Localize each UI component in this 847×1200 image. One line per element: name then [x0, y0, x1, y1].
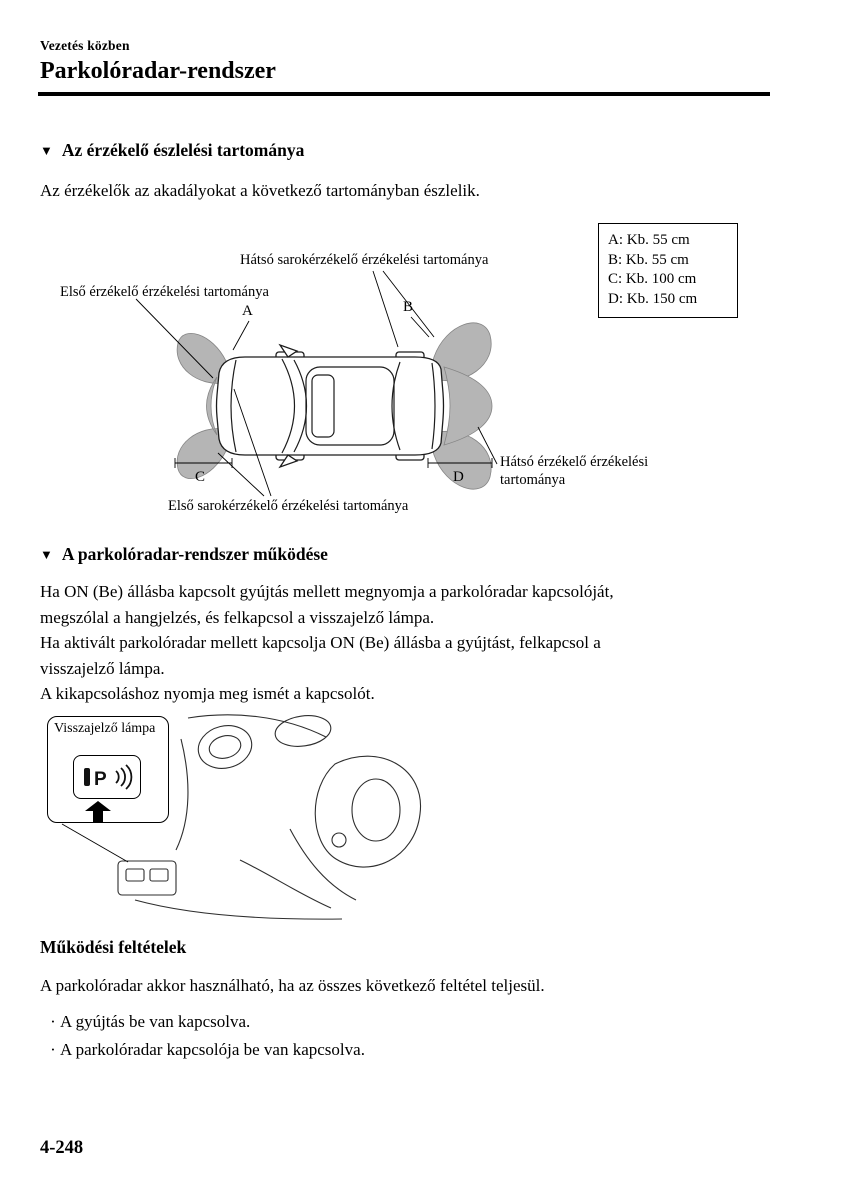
paragraph-line: megszólal a hangjelzés, és felkapcsol a visszajelző lámpa.: [40, 607, 435, 627]
section-operation: [40, 544, 807, 1064]
label-front-zone: Első érzékelő érzékelési tartománya: [60, 284, 269, 300]
up-arrow-icon: [84, 801, 112, 822]
section2-heading-text: A parkolóradar-rendszer működése: [61, 544, 328, 564]
legend-line-b: B: Kb. 55 cm: [608, 251, 689, 268]
indicator-callout-box: [47, 716, 169, 823]
lower-dash-curve-2: [240, 860, 331, 908]
callout-title: Visszajelző lámpa: [54, 720, 156, 736]
condition-item: [40, 1036, 807, 1064]
parking-sensor-switch: [126, 869, 144, 881]
page-header: [40, 38, 807, 96]
dim-letter-d: D: [453, 469, 464, 485]
ignition-knob: [332, 833, 346, 847]
condition-text: A gyújtás be van kapcsolva.: [60, 1012, 251, 1031]
operation-paragraphs: [40, 579, 807, 707]
sensor-range-diagram: [40, 217, 802, 529]
indicator-bezel: [73, 755, 141, 799]
front-center-zone: [207, 377, 218, 435]
leader-a: [233, 321, 249, 350]
sound-wave-1: [116, 771, 119, 783]
condition-item: [40, 1008, 807, 1036]
switch-panel: [118, 861, 176, 895]
triangle-marker-icon: ▼: [40, 547, 53, 562]
steering-column: [315, 756, 420, 867]
page-number: 4-248: [40, 1138, 84, 1158]
conditions-intro: A parkolóradar akkor használható, ha az összes következő feltétel teljesül.: [40, 975, 545, 995]
section-detection-range: [40, 140, 807, 530]
paragraph-line: A kikapcsoláshoz nyomja meg ismét a kapcsolót.: [40, 684, 375, 703]
leader-rear-corner-1: [373, 271, 398, 347]
dim-letter-a: A: [242, 303, 253, 319]
indicator-letter: P: [94, 768, 107, 790]
dim-letter-b: B: [403, 299, 414, 315]
bullet-icon: ·: [50, 1012, 56, 1031]
legend-line-a: A: Kb. 55 cm: [608, 232, 690, 248]
air-vent-right: [273, 712, 333, 750]
conditions-subheading: Működési feltételek: [40, 936, 187, 957]
paragraph-line: Ha aktivált parkolóradar mellett kapcsolja ON (Be) állásba a gyújtást, felkapcsol a: [40, 633, 601, 652]
section1-heading-text: Az érzékelő észlelési tartománya: [61, 139, 305, 160]
paragraph-line: Ha ON (Be) állásba kapcsolt gyújtás mellett megnyomja a parkolóradar kapcsolóját,: [40, 582, 614, 601]
paragraph-line: visszajelző lámpa.: [40, 658, 165, 678]
parking-sensor-indicator-icon: [78, 761, 136, 793]
steering-column-inner: [352, 779, 400, 841]
adjacent-switch: [150, 869, 168, 881]
conditions-list: [40, 1008, 807, 1064]
legend-line-c: C: Kb. 100 cm: [608, 271, 697, 287]
car-top-view: [217, 345, 444, 467]
dim-letter-c: C: [195, 469, 206, 485]
rear-center-zone: [444, 367, 492, 445]
bullet-icon: ·: [50, 1040, 56, 1059]
title-rule: [38, 92, 770, 96]
indicator-light-diagram: [40, 709, 470, 921]
section1-heading: [40, 140, 807, 161]
callout-connector-line: [62, 824, 128, 862]
section2-heading: [40, 544, 807, 565]
label-rear-zone: Hátsó érzékelő érzékelési tartománya: [500, 454, 649, 488]
lower-dash-curve-3: [135, 900, 342, 919]
label-rear-corner-zone: Hátsó sarokérzékelő érzékelési tartománya: [240, 252, 489, 268]
dash-top-contour: [188, 714, 326, 736]
dash-side-edge: [176, 739, 188, 850]
chapter-label: Vezetés közben: [40, 38, 130, 53]
car-body: [217, 357, 444, 455]
leader-front-corner-1: [218, 453, 264, 496]
legend-line-d: D: Kb. 150 cm: [608, 290, 698, 307]
distance-legend: [598, 223, 738, 318]
indicator-bar: [84, 768, 90, 786]
triangle-marker-icon: ▼: [40, 142, 53, 158]
air-vent-left-inner: [207, 732, 243, 761]
label-front-corner-zone: Első sarokérzékelő érzékelési tartománya: [168, 498, 409, 514]
sound-wave-3: [126, 765, 131, 789]
air-vent-left: [194, 720, 257, 774]
page-title: Parkolóradar-rendszer: [40, 58, 276, 84]
condition-text: A parkolóradar kapcsolója be van kapcsolva.: [60, 1040, 365, 1059]
section1-intro: Az érzékelők az akadályokat a következő tartományban észlelik.: [40, 180, 480, 200]
sound-wave-2: [121, 768, 125, 786]
